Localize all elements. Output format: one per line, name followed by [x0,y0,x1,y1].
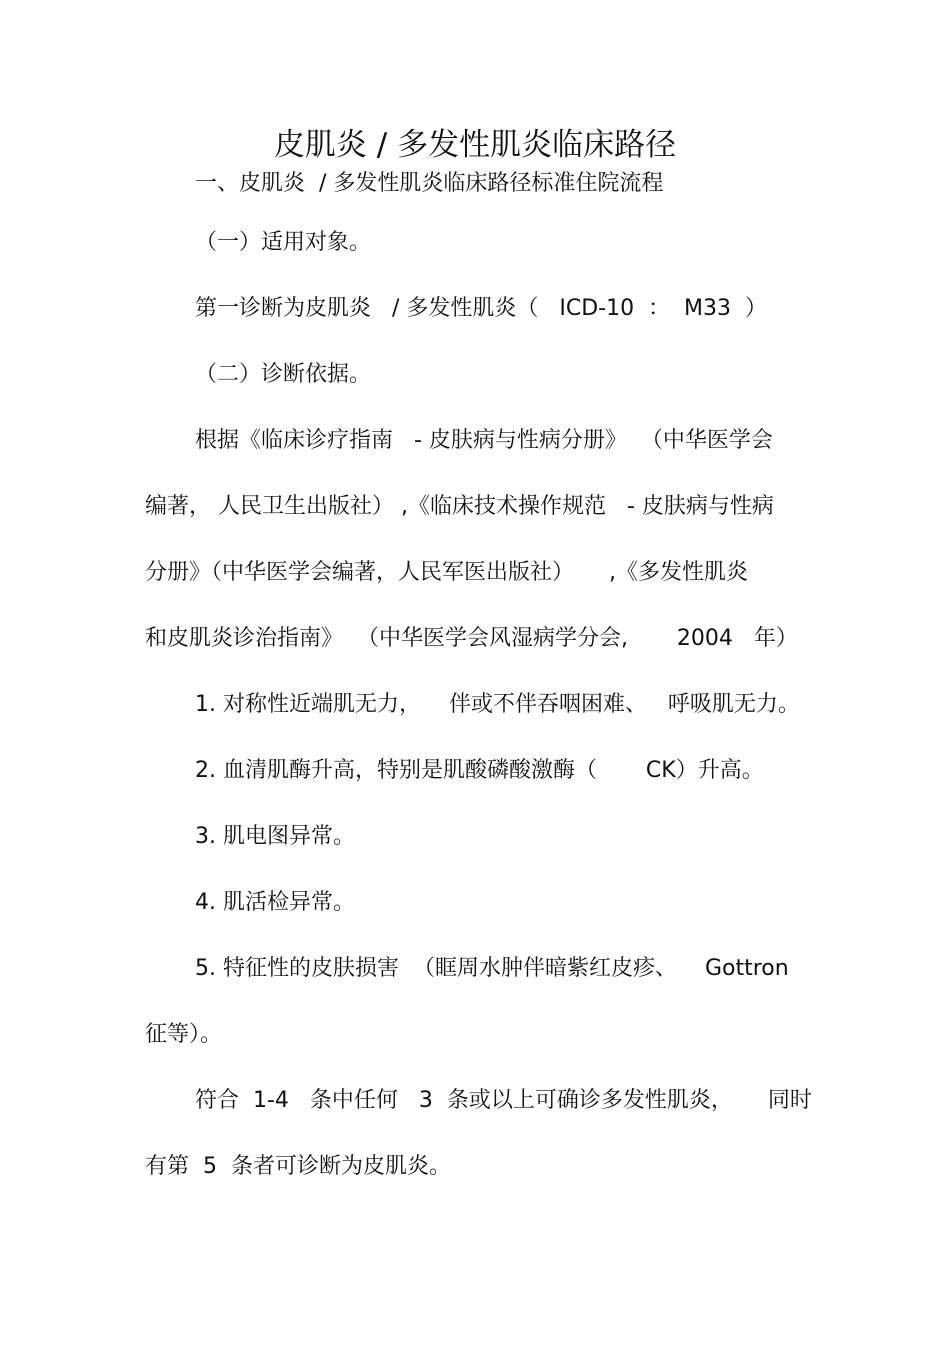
criterion-item: 5. 特征性的皮肤损害 （眶周水肿伴暗紫红皮疹、 Gottron [195,956,789,981]
subsection-1-heading: （一）适用对象。 [195,230,372,255]
criterion-item: 4. 肌活检异常。 [195,890,355,915]
subsection-1-body: 第一诊断为皮肌炎 / 多发性肌炎（ ICD-10 ： M33 ） [195,296,768,321]
conclusion-line: 有第 5 条者可诊断为皮肌炎。 [145,1154,451,1179]
reference-line: 和皮肌炎诊治指南》 （中华医学会风湿病学分会, 2004 年） [145,626,798,651]
reference-line: 根据《临床诊疗指南 - 皮肤病与性病分册》 （中华医学会 [195,428,773,453]
conclusion-line: 符合 1-4 条中任何 3 条或以上可确诊多发性肌炎， 同时 [195,1088,812,1113]
reference-line: 编著， 人民卫生出版社） ,《临床技术操作规范 - 皮肤病与性病 [145,494,774,519]
document-title: 皮肌炎 / 多发性肌炎临床路径 [273,127,677,163]
criterion-continuation: 征等）。 [145,1022,223,1047]
section-heading: 一、皮肌炎 / 多发性肌炎临床路径标准住院流程 [195,171,664,196]
reference-line: 分册》（中华医学会编著，人民军医出版社） ,《多发性肌炎 [145,560,748,585]
criterion-item: 3. 肌电图异常。 [195,824,355,849]
subsection-2-heading: （二）诊断依据。 [195,362,372,387]
criterion-item: 1. 对称性近端肌无力， 伴或不伴吞咽困难、 呼吸肌无力。 [195,692,800,717]
criterion-item: 2. 血清肌酶升高，特别是肌酸磷酸激酶（ CK）升高。 [195,758,764,783]
